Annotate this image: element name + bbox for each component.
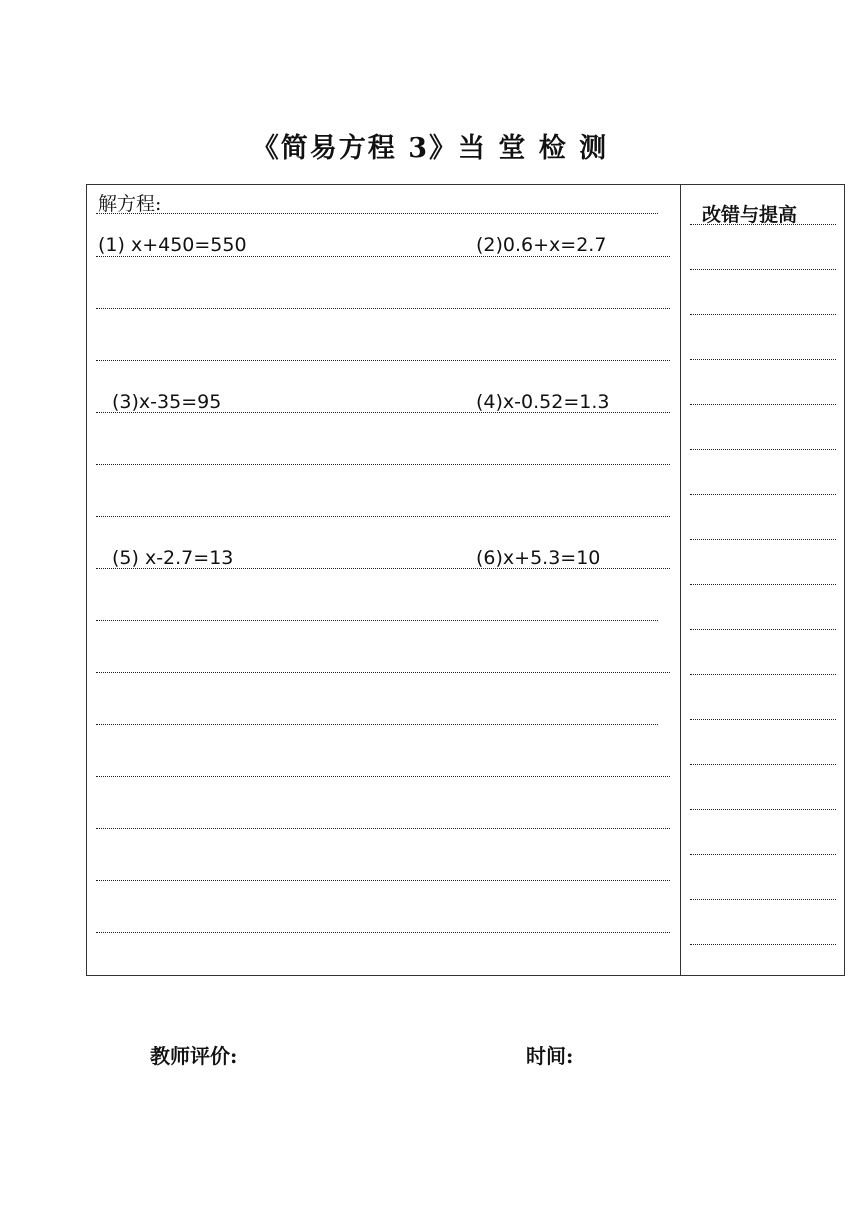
correction-line[interactable] [690,629,836,630]
correction-line[interactable] [690,494,836,495]
correction-line[interactable] [690,584,836,585]
correction-line[interactable] [690,764,836,765]
problem-2: (2)0.6+x=2.7 [476,234,607,256]
answer-line[interactable] [96,308,670,309]
correction-line[interactable] [690,899,836,900]
problem-4: (4)x-0.52=1.3 [476,391,610,413]
correction-line[interactable] [690,449,836,450]
answer-line[interactable] [96,464,670,465]
page-title: 《简易方程 3》当 堂 检 测 [251,133,609,164]
answer-line[interactable] [96,213,658,214]
teacher-evaluation-label: 教师评价: [150,1044,238,1068]
correction-line[interactable] [690,269,836,270]
correction-line[interactable] [690,944,836,945]
correction-heading: 改错与提高 [702,204,798,226]
correction-line[interactable] [690,854,836,855]
correction-line[interactable] [690,359,836,360]
answer-line[interactable] [96,880,670,881]
answer-line[interactable] [96,516,670,517]
correction-line[interactable] [690,314,836,315]
correction-line[interactable] [690,719,836,720]
answer-line[interactable] [96,620,658,621]
correction-line[interactable] [690,404,836,405]
instruction-label: 解方程: [98,193,162,215]
problem-3: (3)x-35=95 [112,391,222,413]
answer-line[interactable] [96,724,658,725]
answer-line[interactable] [96,776,670,777]
problem-6: (6)x+5.3=10 [476,547,601,569]
answer-line[interactable] [96,672,670,673]
problem-1: (1) x+450=550 [98,234,247,256]
column-divider [680,184,681,976]
worksheet-table [86,184,845,976]
problem-5: (5) x-2.7=13 [112,547,234,569]
correction-line[interactable] [690,809,836,810]
correction-line[interactable] [690,674,836,675]
answer-line[interactable] [96,932,670,933]
correction-line[interactable] [690,539,836,540]
answer-line[interactable] [96,360,670,361]
time-label: 时间: [526,1044,574,1068]
correction-line[interactable] [690,224,836,225]
answer-line[interactable] [96,828,670,829]
answer-line[interactable] [96,256,670,257]
